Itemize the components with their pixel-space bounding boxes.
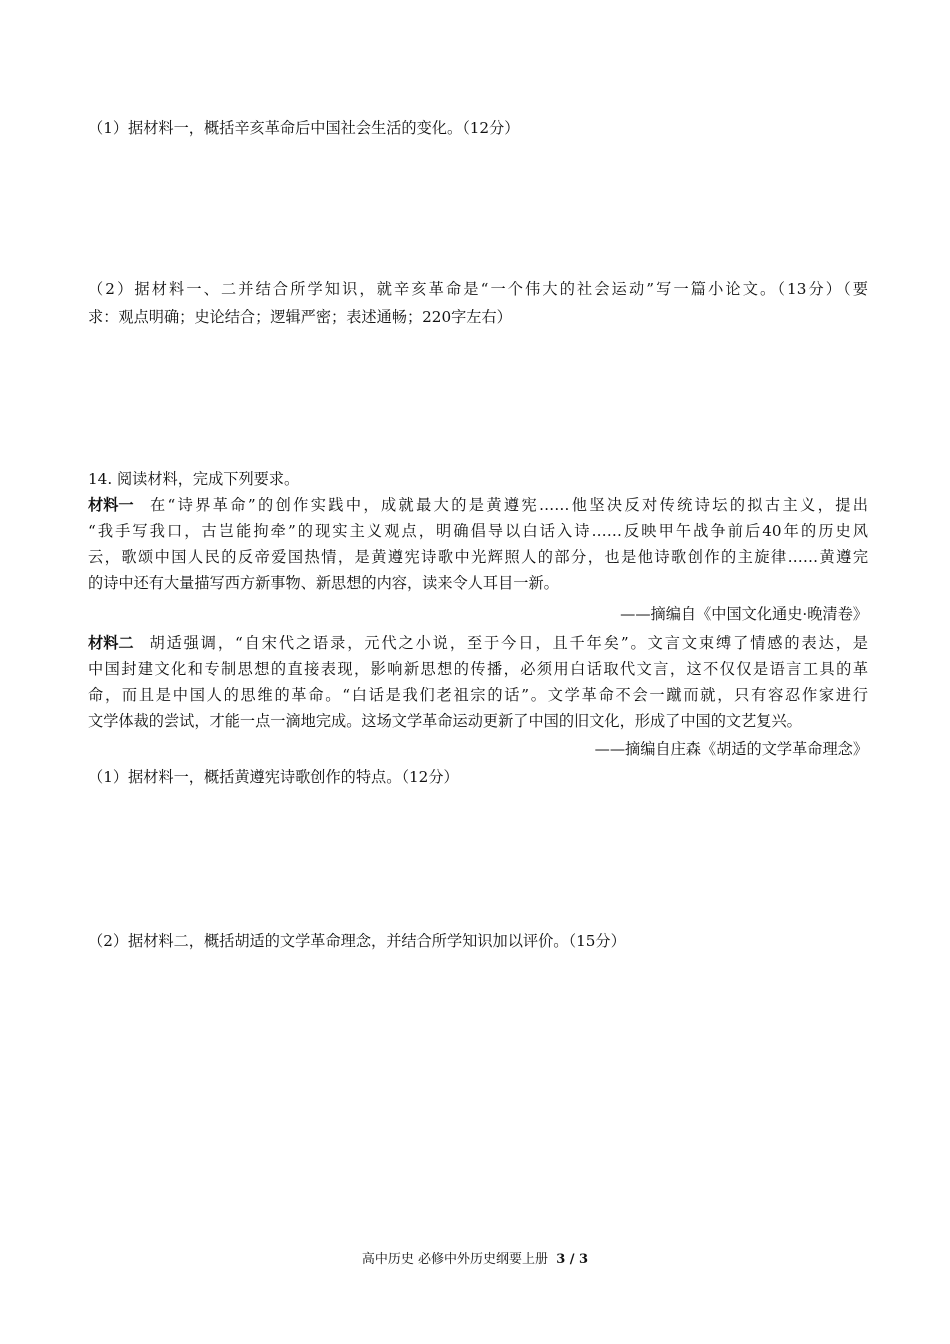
material1-line3: 云，歌颂中国人民的反帝爱国热情，是黄遵宪诗歌中光辉照人的部分，也是他诗歌创作的主旋律……黄遵完 [88, 548, 868, 566]
q14-heading: 14. 阅读材料，完成下列要求。 [88, 470, 300, 488]
footer-title: 高中历史 必修中外历史纲要上册 [361, 1252, 549, 1267]
material1-line4: 的诗中还有大量描写西方新事物、新思想的内容，读来令人耳目一新。 [88, 574, 559, 592]
q14-part2: （2）据材料二，概括胡适的文学革命理念，并结合所学知识加以评价。（15分） [88, 932, 626, 950]
page-footer [0, 1250, 950, 1270]
material2-line4: 文学体裁的尝试，才能一点一滴地完成。这场文学革命运动更新了中国的旧文化，形成了中国的文艺复兴。 [88, 712, 802, 730]
material2-source: ——摘编自庄森《胡适的文学革命理念》 [594, 740, 868, 758]
q13-part1: （1）据材料一，概括辛亥革命后中国社会生活的变化。（12分） [88, 119, 520, 137]
material2-line3: 命，而且是中国人的思维的革命。“白话是我们老祖宗的话”。文学革命不会一蹴而就，只有容忍作家进行 [88, 686, 868, 704]
material2-text1: 胡适强调，“自宋代之语录，元代之小说，至于今日，且千年矣”。文言文束缚了情感的表达，是 [147, 634, 868, 652]
q13-part2-line1: （2）据材料一、二并结合所学知识，就辛亥革命是“一个伟大的社会运动”写一篇小论文。（13分）（要 [88, 280, 868, 298]
q14-part1: （1）据材料一，概括黄遵宪诗歌创作的特点。（12分） [88, 768, 459, 786]
q13-part2-line2: 求：观点明确；史论结合；逻辑严密；表述通畅；220字左右） [88, 308, 512, 326]
material1-line1 [88, 492, 868, 518]
material1-text1: 在“诗界革命”的创作实践中，成就最大的是黄遵宪……他坚决反对传统诗坛的拟古主义，提出 [147, 496, 868, 514]
page-number: 3 / 3 [556, 1252, 589, 1267]
material2-line1 [88, 630, 868, 656]
material2-line2: 中国封建文化和专制思想的直接表现，影响新思想的传播，必须用白话取代文言，这不仅仅是语言工具的革 [88, 660, 868, 678]
material1-source: ——摘编自《中国文化通史·晚清卷》 [620, 605, 868, 623]
material1-label: 材料一 [88, 496, 134, 514]
material1-line2: “我手写我口，古岂能拘牵”的现实主义观点，明确倡导以白话入诗……反映甲午战争前后40年的历史风 [88, 522, 868, 540]
material2-label: 材料二 [88, 634, 134, 652]
